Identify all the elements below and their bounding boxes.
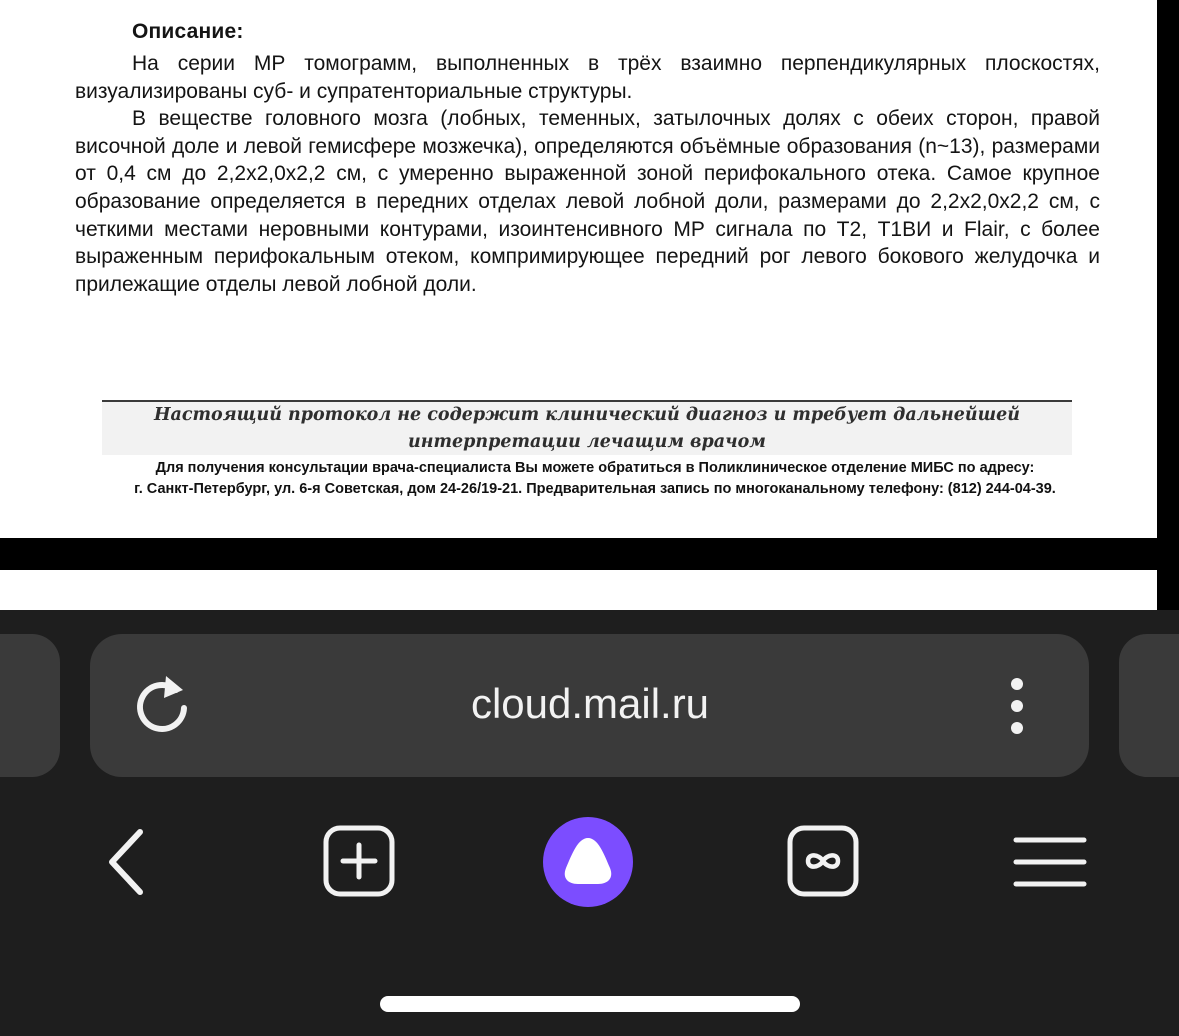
paragraph-2: В веществе головного мозга (лобных, теменных, затылочных долях с обеих сторон, правой височной доле и левой гемисфере мозжечка), определяются объёмные образования (n~13), размерами от 0,4 см до 2,2х2,0х2,2 см, с умеренно выраженной зоной перифокального отека. Самое крупное образование определяется в передних отделах левой лобной доли, размерами до 2,2х2,0х2,2 см, с четкими местами неровными контурами, изоинтенсивного МР сигнала по Т2, Т1ВИ и Flair, с более выраженным перифокальным отеком, компримирующее передний рог левого бокового желудочка и прилежащие отделы левой лобной доли. — [75, 107, 1100, 296]
url-text[interactable]: cloud.mail.ru — [470, 680, 710, 727]
section-heading: Описание: — [132, 20, 244, 43]
previous-tab-preview[interactable] — [0, 634, 60, 777]
disclaimer-line-1: Настоящий протокол не содержит клинический диагноз и требует дальнейшей — [153, 405, 1020, 425]
next-page-edge — [1157, 570, 1179, 610]
new-tab-plus-icon — [320, 824, 398, 900]
contact-line-2: г. Санкт-Петербург, ул. 6-я Советская, дом 24-26/19-21. Предварительная запись по многоканальному телефону: (812) 244-04-39. — [134, 481, 1056, 497]
reload-button[interactable] — [128, 668, 198, 738]
main-menu-button[interactable] — [1010, 832, 1090, 892]
page-gap — [0, 538, 1179, 570]
contact-info — [60, 458, 1130, 500]
next-page — [0, 570, 1157, 610]
next-tab-preview[interactable] — [1119, 634, 1179, 777]
paragraph-1: На серии МР томограмм, выполненных в трёх взаимно перпендикулярных плоскостях, визуализированы суб- и супратенториальные структуры. — [75, 52, 1100, 103]
disclaimer-line-2: интерпретации лечащим врачом — [408, 432, 766, 452]
more-vertical-icon — [990, 670, 1044, 742]
contact-line-1: Для получения консультации врача-специалиста Вы можете обратиться в Поликлиническое отделение МИБС по адресу: — [155, 460, 1035, 476]
reload-icon — [128, 668, 198, 738]
home-indicator[interactable] — [380, 996, 800, 1012]
tabs-button[interactable] — [784, 824, 862, 900]
page-menu-button[interactable] — [990, 670, 1044, 742]
disclaimer-box — [102, 402, 1072, 455]
alice-assistant-icon — [542, 816, 634, 908]
new-tab-button[interactable] — [320, 824, 398, 900]
back-arrow-icon — [96, 822, 166, 902]
tabs-infinity-icon — [784, 824, 862, 900]
alice-assistant-button[interactable] — [542, 816, 634, 908]
hamburger-menu-icon — [1010, 832, 1090, 892]
back-button[interactable] — [96, 822, 166, 902]
description-text — [75, 50, 1100, 298]
page-edge — [1157, 0, 1179, 538]
